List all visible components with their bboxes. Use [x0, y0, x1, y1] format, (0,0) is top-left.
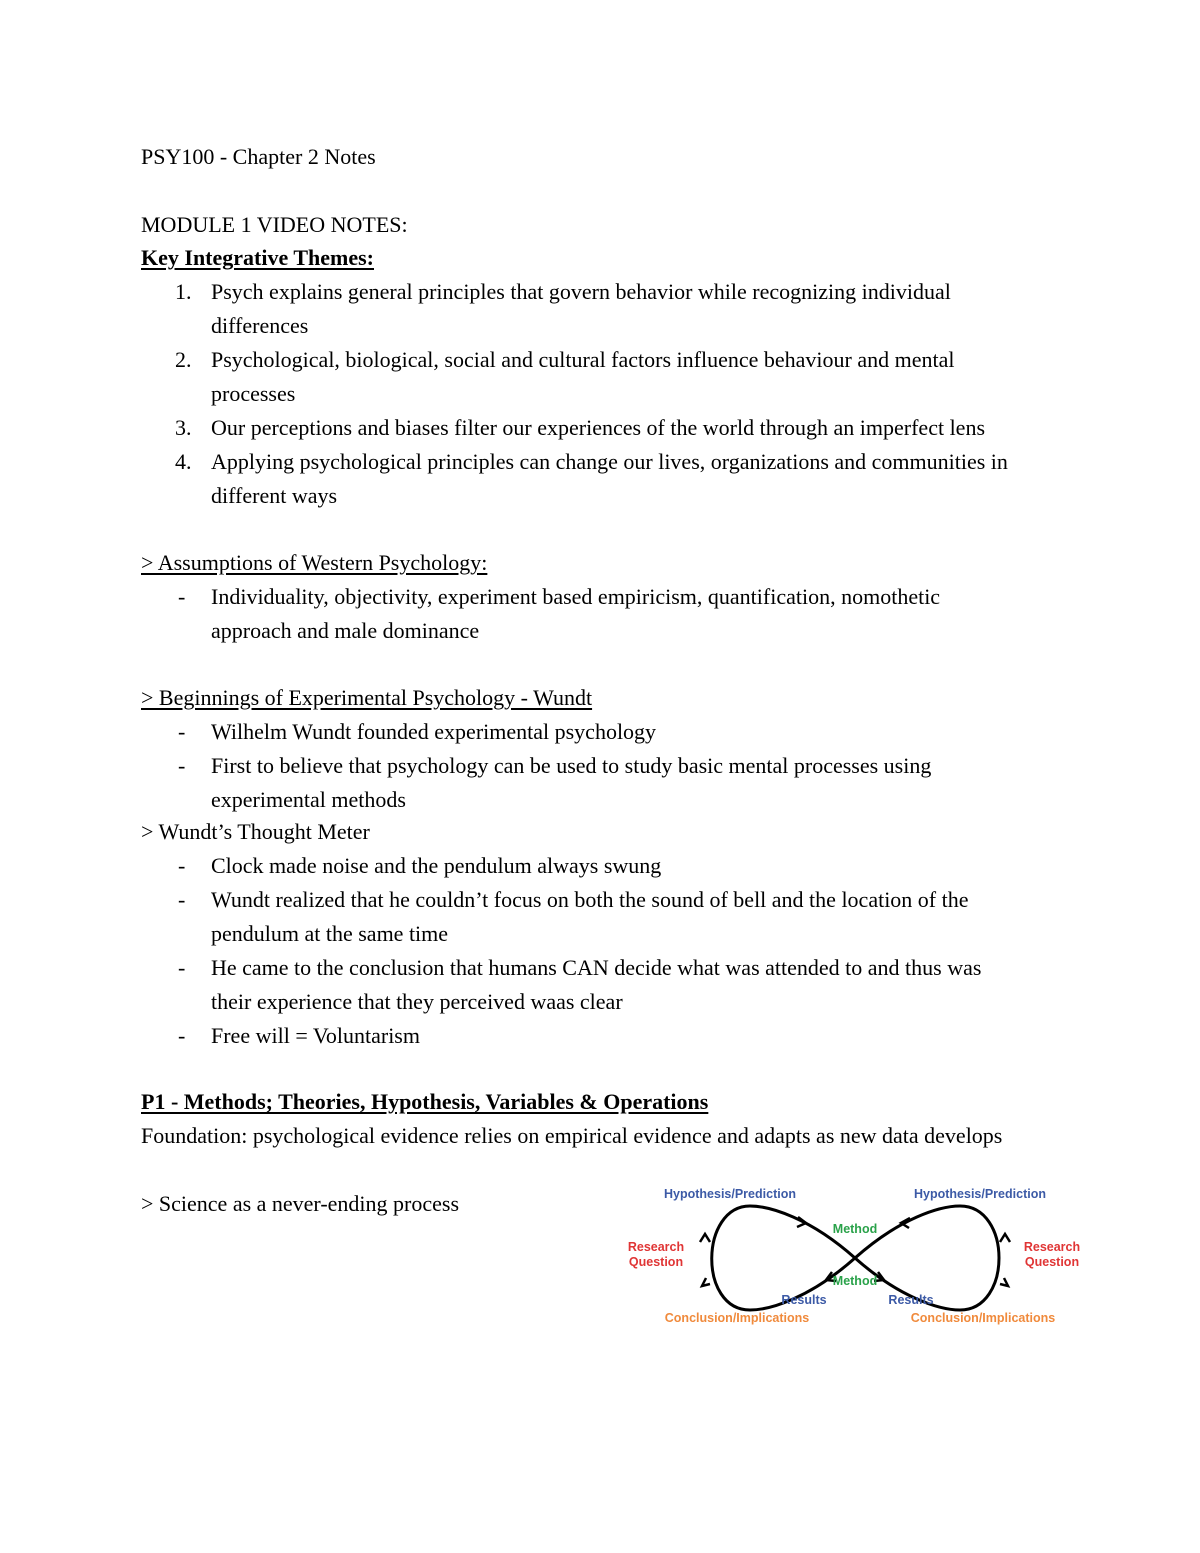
diagram-label-results-right: Results	[888, 1293, 934, 1307]
list-item-continuation: different ways	[211, 483, 338, 508]
list-number: 3.	[175, 415, 192, 440]
diagram-label-method-top: Method	[832, 1222, 878, 1236]
list-number: 4.	[175, 449, 192, 474]
bullet-item-continuation: experimental methods	[211, 787, 406, 812]
diagram-label-research-right: Research	[1023, 1240, 1081, 1254]
bullet-dash: -	[178, 753, 186, 778]
bullet-item: Wundt realized that he couldn’t focus on both the sound of bell and the location of the	[211, 887, 969, 912]
list-item: Psychological, biological, social and cultural factors influence behaviour and mental	[211, 347, 955, 372]
arrow-icon	[1000, 1234, 1010, 1242]
list-item: Psych explains general principles that govern behavior while recognizing individual	[211, 279, 951, 304]
diagram-label-conclusion-left: Conclusion/Implications	[664, 1311, 810, 1325]
diagram-label-method-bottom: Method	[832, 1274, 878, 1288]
key-themes-heading: Key Integrative Themes:	[141, 245, 374, 270]
bullet-dash: -	[178, 584, 186, 609]
beginnings-heading: > Beginnings of Experimental Psychology - Wundt	[141, 685, 593, 710]
list-item-continuation: processes	[211, 381, 296, 406]
list-number: 2.	[175, 347, 192, 372]
bullet-item-continuation: pendulum at the same time	[211, 921, 449, 946]
diagram-label-conclusion-right: Conclusion/Implications	[910, 1311, 1056, 1325]
list-item-continuation: differences	[211, 313, 309, 338]
arrow-icon	[702, 1278, 710, 1286]
bullet-dash: -	[178, 1023, 186, 1048]
bullet-item-continuation: their experience that they perceived waas clear	[211, 989, 623, 1014]
bullet-item: Wilhelm Wundt founded experimental psychology	[211, 719, 657, 744]
doc-title: PSY100 - Chapter 2 Notes	[141, 144, 376, 169]
bullet-item: He came to the conclusion that humans CAN decide what was attended to and thus was	[211, 955, 982, 980]
diagram-label-hypothesis-right: Hypothesis/Prediction	[914, 1187, 1046, 1201]
assumptions-heading: > Assumptions of Western Psychology:	[141, 550, 488, 575]
bullet-item: Individuality, objectivity, experiment based empiricism, quantification, nomothetic	[211, 584, 941, 609]
thought-meter-heading: > Wundt’s Thought Meter	[141, 819, 370, 844]
diagram-label-question-left: Question	[628, 1255, 684, 1269]
bullet-item-continuation: approach and male dominance	[211, 618, 480, 643]
list-number: 1.	[175, 279, 192, 304]
diagram-label-research-left: Research	[627, 1240, 685, 1254]
diagram-label-results-left: Results	[781, 1293, 827, 1307]
bullet-item: Clock made noise and the pendulum always swung	[211, 853, 662, 878]
arrow-icon	[1000, 1278, 1008, 1286]
bullet-dash: -	[178, 887, 186, 912]
bullet-item: Free will = Voluntarism	[211, 1023, 420, 1048]
p1-heading: P1 - Methods; Theories, Hypothesis, Variables & Operations	[141, 1089, 709, 1114]
foundation-text: Foundation: psychological evidence relies on empirical evidence and adapts as new data develops	[141, 1123, 1003, 1148]
list-item: Applying psychological principles can change our lives, organizations and communities in	[211, 449, 1008, 474]
diagram-label-question-right: Question	[1024, 1255, 1080, 1269]
bullet-dash: -	[178, 853, 186, 878]
science-cycle-diagram	[620, 1178, 1090, 1330]
bullet-dash: -	[178, 719, 186, 744]
arrow-icon	[700, 1234, 710, 1242]
module-heading: MODULE 1 VIDEO NOTES:	[141, 212, 408, 237]
bullet-item: First to believe that psychology can be used to study basic mental processes using	[211, 753, 932, 778]
list-item: Our perceptions and biases filter our experiences of the world through an imperfect lens	[211, 415, 986, 440]
diagram-label-hypothesis-left: Hypothesis/Prediction	[664, 1187, 796, 1201]
bullet-dash: -	[178, 955, 186, 980]
science-heading: > Science as a never-ending process	[141, 1191, 460, 1216]
